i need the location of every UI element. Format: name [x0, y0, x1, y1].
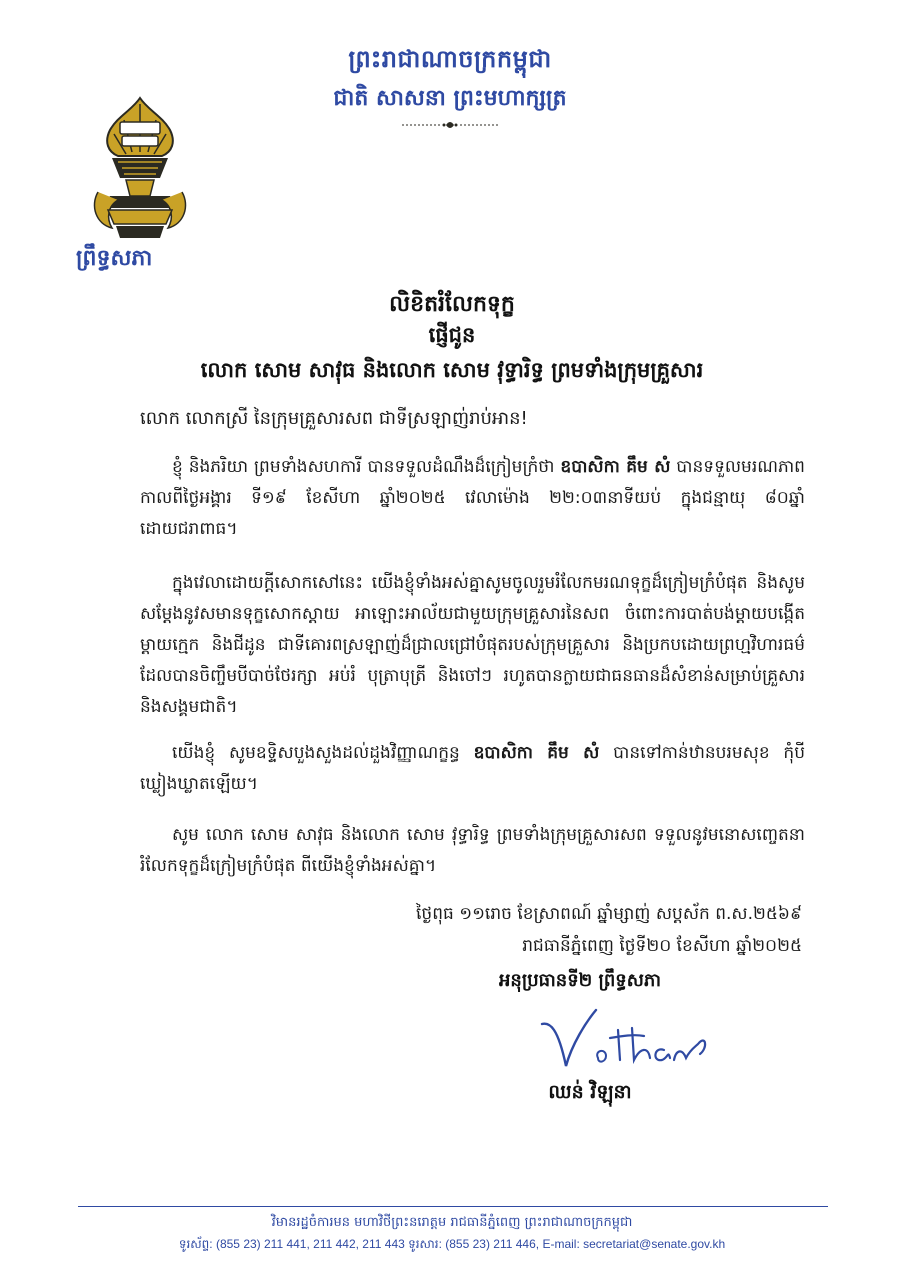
- paragraph-text: បានទៅកាន់ឋានបរមសុខ កុំបីឃ្លៀងឃ្លាតឡើយ។: [140, 743, 805, 794]
- institution-name: ព្រឹទ្ធសភា: [76, 246, 153, 271]
- paragraph-prayer: [140, 738, 805, 800]
- signatory-name: ឈន់ វិឡុនា: [548, 1081, 632, 1103]
- footer-contact: ទូរស័ព្ទ: (855 23) 211 441, 211 442, 211 443 ទូរសារ: (855 23) 211 446, E-mail: secretariat@senate.gov.kh: [178, 1237, 726, 1251]
- paragraph-text: ខ្ញុំ និងភរិយា ព្រមទាំងសហការី បានទទួលដំណឹងដ៏ក្រៀមក្រំថា: [172, 457, 561, 477]
- deceased-name: ឧបាសិកា គឹម សំ: [473, 743, 600, 763]
- kingdom-heading: ព្រះរាជាណាចក្រកម្ពុជា: [348, 45, 552, 73]
- senate-emblem-icon: [88, 96, 192, 242]
- lunar-date: ថ្ងៃពុធ ១១រោច ខែស្រាពណ៍ ឆ្នាំម្សាញ់ សប្តស័ក ព.ស.២៥៦៩: [416, 904, 802, 924]
- paragraph-announcement: [140, 452, 805, 545]
- footer-address: វិមានរដ្ឋចំការមន មហាវិថីព្រះនរោត្តម រាជធានីភ្នំពេញ ព្រះរាជាណាចក្រកម្ពុជា: [271, 1215, 633, 1230]
- letter-title: លិខិតរំលែកទុក្ខ: [389, 292, 515, 317]
- paragraph-condolence: ក្នុងវេលាដោយក្ដីសោកសៅនេះ យើងខ្ញុំទាំងអស់គ្នាសូមចូលរួមរំលែកមរណទុក្ខដ៏ក្រៀមក្រំបំផុត និងសូមសម្ដែងនូវសមានទុក្ខសោកស្ដាយ អាឡោះអាល័យជាមួយក្រុមគ្រួសារនៃសព ចំពោះការបាត់បង់ម្ដាយបង្កើត ម្ដាយក្មេក និងជីដូន ជាទីគោរពស្រឡាញ់ដ៏ជ្រាលជ្រៅបំផុតរបស់ក្រុមគ្រួសារ និងប្រកបដោយព្រហ្មវិហារធម៌ ដែលបានចិញ្ចឹមបីបាច់ថែរក្សា អប់រំ បុត្រាបុត្រី និងចៅៗ រហូតបានក្លាយជាធនធានដ៏សំខាន់សម្រាប់គ្រួសារ និងសង្គមជាតិ។: [140, 573, 805, 717]
- paragraph-closing: សូម លោក សោម សាវុធ និងលោក សោម វុទ្ធារិទ្ធ ព្រមទាំងក្រុមគ្រួសារសព ទទួលនូវមនោសញ្ចេតនារំលែកទុក្ខដ៏ក្រៀមក្រំបំផុត ពីយើងខ្ញុំទាំងអស់គ្នា។: [140, 825, 805, 876]
- paragraph-text: យើងខ្ញុំ សូមឧទ្ទិសបួងសួងដល់ដួងវិញ្ញាណក្ខន្ធ: [172, 743, 474, 763]
- letter-addressed-to: ផ្ញើជូន: [428, 323, 476, 347]
- letter-recipients: លោក សោម សាវុធ និងលោក សោម វុទ្ធារិទ្ធ ព្រមទាំងក្រុមគ្រួសារ: [200, 358, 704, 382]
- deceased-name: ឧបាសិកា គឹម សំ: [560, 457, 671, 477]
- footer-divider: [78, 1206, 828, 1207]
- paragraph-text: បានទទួលមរណភាព កាលពីថ្ងៃអង្គារ ទី១៩ ខែសីហា ឆ្នាំ២០២៥ វេលាម៉ោង ២២:០៣នាទីយប់ ក្នុងជន្មាយុ ៨០ឆ្នាំ ដោយជរាពាធ។: [140, 457, 805, 539]
- national-motto: ជាតិ សាសនា ព្រះមហាក្សត្រ: [333, 86, 567, 111]
- salutation: លោក លោកស្រី នៃក្រុមគ្រួសារសព ជាទីស្រឡាញ់រាប់អាន!: [140, 408, 528, 429]
- ornament-divider-icon: [402, 119, 498, 131]
- solar-date: រាជធានីភ្នំពេញ ថ្ងៃទី២០ ខែសីហា ឆ្នាំ២០២៥: [522, 936, 802, 956]
- signatory-position: អនុប្រធានទី២ ព្រឹទ្ធសភា: [498, 970, 661, 991]
- handwritten-signature-icon: [536, 1004, 716, 1080]
